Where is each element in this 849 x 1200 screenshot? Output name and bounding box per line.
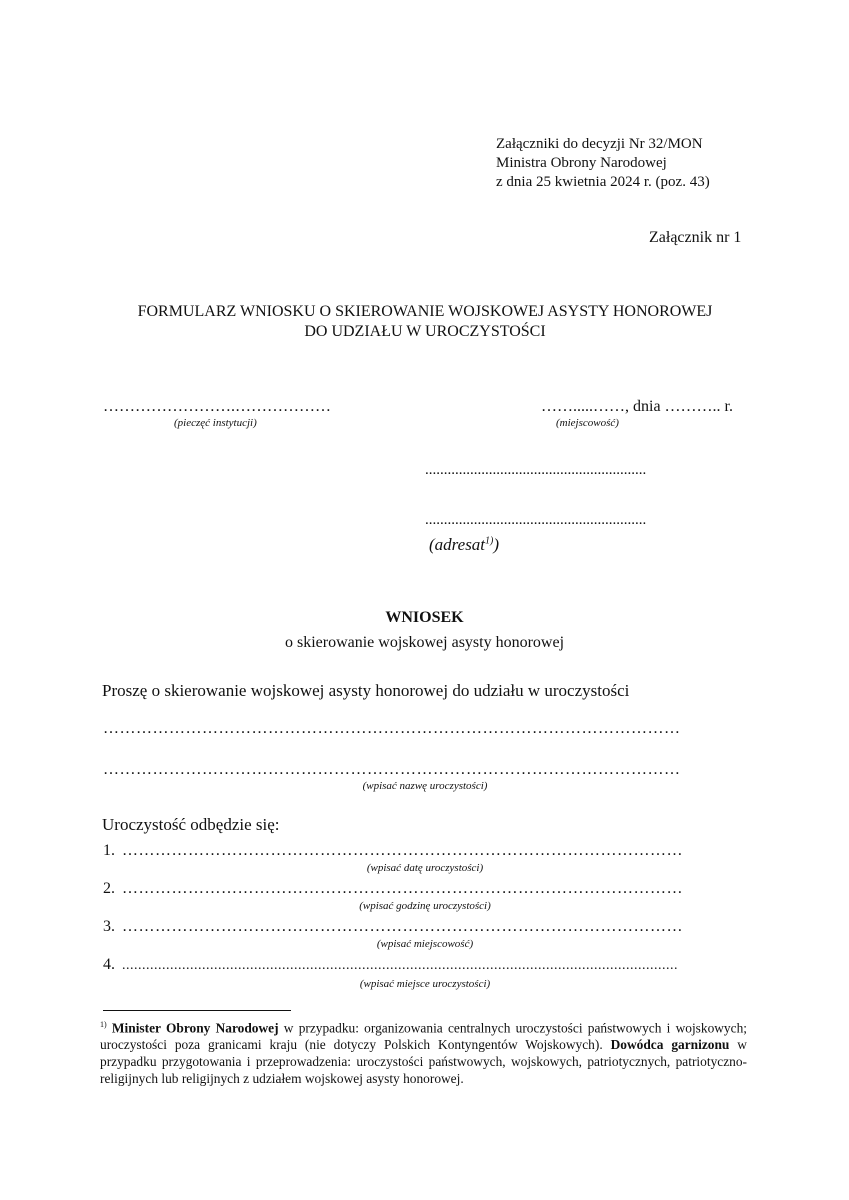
addressee-field-line-2[interactable]: ........................................................... [425, 512, 647, 528]
event-time-caption: (wpisać godzinę uroczystości) [359, 900, 491, 912]
decision-reference-line-3: z dnia 25 kwietnia 2024 r. (poz. 43) [496, 174, 710, 190]
footnote [100, 1016, 747, 1087]
event-name-field-line-2[interactable]: …………………………………………………………………………………………… [103, 761, 681, 778]
event-town-caption: (wpisać miejscowość) [376, 938, 474, 950]
event-time-field[interactable]: ………………………………………………………………………………………… [122, 880, 683, 897]
request-body-text: Proszę o skierowanie wojskowej asysty honorowej do udziału w uroczystości [102, 681, 630, 700]
event-name-field-line-1[interactable]: …………………………………………………………………………………………… [103, 720, 681, 737]
form-title-line-1: FORMULARZ WNIOSKU O SKIEROWANIE WOJSKOWEJ ASYSTY HONOROWEJ [137, 303, 713, 320]
footnote-separator [103, 1010, 291, 1011]
institution-stamp-field[interactable]: …………………….……………… [103, 398, 331, 415]
event-date-field[interactable]: ………………………………………………………………………………………… [122, 842, 683, 859]
footnote-marker: 1) [100, 1020, 107, 1029]
item-3-number: 3. [103, 918, 115, 935]
request-title: WNIOSEK [385, 609, 464, 626]
item-1-number: 1. [103, 842, 115, 859]
event-name-caption: (wpisać nazwę uroczystości) [362, 780, 488, 792]
place-date-field[interactable]: …….....……, dnia ……….. r. [541, 398, 733, 415]
footnote-bold-minister: Minister Obrony Narodowej [111, 1020, 279, 1036]
footnote-reference: 1) [485, 535, 494, 547]
decision-reference-line-1: Załączniki do decyzji Nr 32/MON [496, 136, 703, 152]
event-venue-field[interactable]: ........................................................................................................................................... [122, 958, 678, 973]
addressee-caption: (adresat$^{1)}$) [429, 535, 500, 554]
event-date-caption: (wpisać datę uroczystości) [366, 862, 484, 874]
event-town-field[interactable]: ………………………………………………………………………………………… [122, 918, 683, 935]
footnote-text-1: w przypadku: organizowania centralnych uroczystości państwowych i wojskowych; uroczystości poza granicami kraju (nie dotyczy Polskich Kontyngentów Wojskowych). [100, 1020, 747, 1053]
decision-reference-line-2: Ministra Obrony Narodowej [496, 155, 667, 171]
item-2-number: 2. [103, 880, 115, 897]
annex-label: Załącznik nr 1 [649, 229, 742, 246]
event-venue-caption: (wpisać miejsce uroczystości) [359, 978, 491, 990]
item-4-number: 4. [103, 956, 115, 973]
addressee-field-line-1[interactable]: ........................................................... [425, 462, 647, 478]
footnote-text-2: w przypadku przygotowania i przeprowadzenia: uroczystości państwowych, wojskowych, patriotycznych, patriotyczno-religijnych lub religijnych z udziałem wojskowej asysty honorowej. [100, 1037, 747, 1087]
footnote-bold-garrison: Dowódca garnizonu [610, 1037, 730, 1053]
place-caption: (miejscowość) [556, 417, 619, 429]
request-subtitle: o skierowanie wojskowej asysty honorowej [284, 634, 565, 651]
institution-stamp-caption: (pieczęć instytucji) [174, 417, 257, 429]
event-details-heading: Uroczystość odbędzie się: [102, 815, 280, 834]
form-title-line-2: DO UDZIAŁU W UROCZYSTOŚCI [304, 323, 546, 340]
